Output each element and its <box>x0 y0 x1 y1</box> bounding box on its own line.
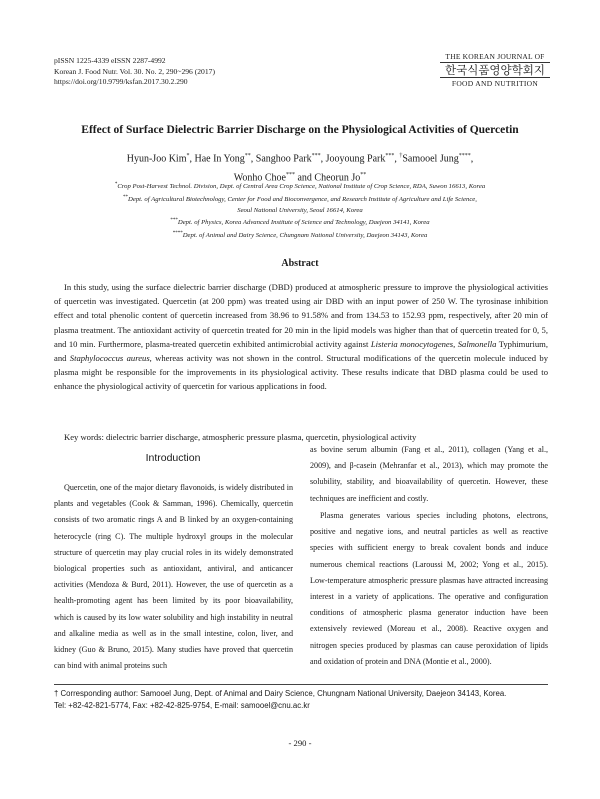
affiliation-line <box>0 206 600 217</box>
author-mark: *** <box>285 172 295 179</box>
author-conjunction: and <box>294 172 315 184</box>
paper-title: Effect of Surface Dielectric Barrier Discharge on the Physiological Activities of Quercetin <box>81 124 519 136</box>
author-mark: * <box>186 153 190 159</box>
doi-link[interactable]: https://doi.org/10.9799/ksfan.2017.30.2.290 <box>54 77 188 87</box>
intro-right-column-continued: as bovine serum albumin (Fang et al., 2011), collagen (Yang et al., 2009), and β-casein (Mehranfar et al., 2013), which may promote the solubility, stability, and bioavailability of quercetin. However, these techniques are inefficient and costly. <box>310 445 548 503</box>
abstract-heading: Abstract <box>281 258 319 269</box>
author-mark: **** <box>458 153 471 159</box>
author-name: Hyun-Joo Kim <box>126 153 187 165</box>
affiliation-mark: ** <box>123 194 129 200</box>
journal-name-en: THE KOREAN JOURNAL OF <box>440 52 550 63</box>
footnote-divider <box>54 684 548 685</box>
affiliation-line <box>0 180 600 193</box>
affiliation-text: Dept. of Animal and Dairy Science, Chungnam National University, Daejeon 34143, Korea <box>182 232 428 240</box>
species-name: Listeria monocytogenes <box>370 338 454 349</box>
journal-name-kr: 한국식품영양학회지 <box>445 63 545 77</box>
author-name: Jooyoung Park <box>325 153 386 165</box>
species-name: Staphylococcus aureus <box>69 353 150 364</box>
affiliation-mark: * <box>114 182 118 187</box>
affiliation-text: Seoul National University, Seoul 16614, Korea <box>237 206 363 214</box>
abstract-text <box>54 280 548 394</box>
affiliation-line <box>0 216 600 229</box>
journal-name-sub: FOOD AND NUTRITION <box>440 77 550 88</box>
affiliation-text: Dept. of Physics, Korea Advanced Institute of Science and Technology, Daejeon 34141, Korea <box>177 219 430 227</box>
author-name: Hae In Yong <box>194 153 245 165</box>
author-separator: , <box>189 153 195 165</box>
author-separator: , <box>250 153 256 165</box>
author-name: Cheorun Jo <box>314 172 361 184</box>
affiliation-text: Crop Post-Harvest Technol. Division, Dept. of Central Area Crop Science, National Institute of Crop Science, RDA, Suwon 16613, Korea <box>117 183 486 191</box>
footnote-contact: Tel: +82-42-821-5774, Fax: +82-42-825-9754, E-mail: samooel@cnu.ac.kr <box>54 701 310 711</box>
author-mark: *** <box>311 153 321 159</box>
abstract-fragment: In this study, using the surface dielectric barrier discharge (DBD) produced at atmospheric pressure to improve the physiological activities of quercetin was investigated. Quercetin (at 200 ppm) was treated using air DBD with an input power of 250 W. The tyrosinase inhibition effect and total phenolic content of quercetin increased from 38.96 to 91.58% and from 134.53 to 152.93 ppm, respectively, after 20 min of plasma treatment. The antioxidant activity of quercetin treated for 20 min in the lipid models was higher than that of quercetin treated for 0, 5, and 10 min. Furthermore, plasma-treated quercetin exhibited antimicrobial activity against <box>54 282 548 349</box>
article-meta <box>54 56 215 88</box>
journal-logo <box>440 52 550 88</box>
species-name: Salmonella <box>457 338 497 349</box>
author-separator: , <box>394 153 400 165</box>
author-mark: *** <box>385 153 395 159</box>
author-separator: , <box>320 153 326 165</box>
affiliation-line <box>0 193 600 206</box>
author-separator: , <box>470 153 474 165</box>
corresponding-mark: † <box>399 153 403 159</box>
affiliation-mark: *** <box>170 218 178 224</box>
author-name: Samooel Jung <box>402 153 459 165</box>
author-name: Sanghoo Park <box>255 153 312 165</box>
corresponding-author-footnote <box>54 688 548 713</box>
affiliation-text: Dept. of Agricultural Biotechnology, Center for Food and Bioconvergence, and Research Institute of Agriculture and Life Science, <box>128 196 477 204</box>
affiliation-mark: **** <box>172 231 183 237</box>
author-line-1 <box>0 148 600 167</box>
intro-left-column: Quercetin, one of the major dietary flavonoids, is widely distributed in plants and vegetables (Cook & Samman, 1996). Chemically, quercetin consists of two aromatic rings A and B linked by an oxygen-containing heterocycle (ring C). The multiple hydroxyl groups in the molecular structure of quercetin may play crucial roles in its widely demonstrated biological properties such as antioxidant, antiviral, and anticancer activities (Mendoza & Burd, 2011). However, the use of quercetin as a health-promoting agent has been limited by its poor bioavailability, which is caused by its low water solubility and high instability in neutral and alkaline media as well as in the small intestine, colon, liver, and kidney (Guo & Bruno, 2015). Many studies have proved that quercetin can bind with animal proteins such <box>54 483 293 671</box>
abstract-fragment: Typhimurium, and <box>54 338 549 364</box>
affiliation-line <box>0 229 600 242</box>
abstract-fragment: , whereas activity was not shown in the control. Structural modifications of the quercetin molecule induced by plasma might be responsible for the improvements in its physiological activity. These results indicate that DBD plasma could be used to enhance the physiological activity of quercetin for various applications in food. <box>54 353 548 392</box>
footnote-line: † Corresponding author: Samooel Jung, Dept. of Animal and Dairy Science, Chungnam National University, Daejeon 34143, Korea. <box>54 689 507 698</box>
abstract-fragment: , <box>453 338 458 349</box>
keywords: Key words: dielectric barrier discharge, atmospheric pressure plasma, quercetin, physiological activity <box>64 432 417 442</box>
introduction-heading: Introduction <box>145 452 201 464</box>
intro-right-column-paragraph: Plasma generates various species including photons, electrons, positive and negative ions, and neutral particles as well as reactive species with sufficient energy to break covalent bonds and induce numerous chemical reactions (Laroussi M, 2002; Yong et al., 2015). Low-temperature atmospheric pressure plasmas have attracted increasing interest in a variety of applications. The operative and configuration conditions of atmospheric plasma generator induction have been extensively reviewed (Moreau et al., 2008). Reactive oxygen and nitrogen species produced by plasmas can cause peroxidation of lipids and oxidation of protein and DNA (Montie et al., 2000). <box>310 511 548 666</box>
citation-line: Korean J. Food Nutr. Vol. 30. No. 2, 290~296 (2017) <box>54 66 215 76</box>
author-mark: ** <box>244 153 251 159</box>
page-number: - 290 - <box>288 738 312 748</box>
affiliations <box>0 180 600 242</box>
author-name: Wonho Choe <box>233 172 286 184</box>
author-mark: ** <box>360 172 367 179</box>
issn-line: pISSN 1225-4339 eISSN 2287-4992 <box>54 56 166 65</box>
